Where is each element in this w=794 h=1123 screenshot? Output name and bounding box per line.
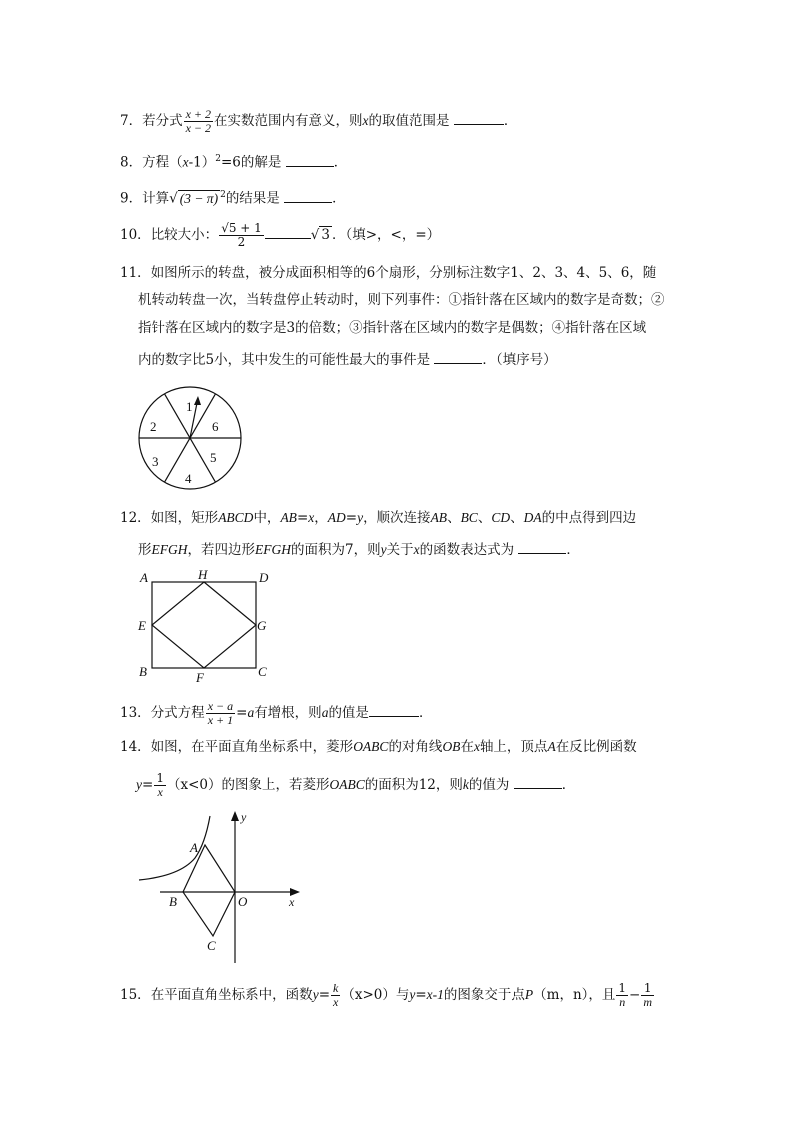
answer-blank[interactable] [514, 776, 562, 789]
fraction: $\frac{x - a}{x + 1}$ [207, 699, 234, 727]
label-F: F [196, 670, 204, 685]
fraction: $\frac{√5 + 1}{2}$ [221, 221, 262, 249]
question-11-line-1: 11．如图所示的转盘，被分成面积相等的6个扇形，分别标注数字1、2、3、4、5、6，随 [120, 265, 657, 281]
answer-blank[interactable] [518, 541, 566, 554]
question-15: 15．在平面直角坐标系中，函数y= $\frac{k}{x}$ （x>0）与y=x-1的图象交于点P（m，n），且 $\frac{1}{n}$ − $\frac{1}{m}$ [120, 981, 653, 1009]
label-B: B [139, 664, 147, 679]
answer-blank[interactable] [284, 190, 332, 203]
label-C: C [258, 664, 267, 679]
label-B: B [169, 894, 177, 909]
question-11-line-2: 机转动转盘一次，当转盘停止转动时，则下列事件：①指针落在区域内的数字是奇数；② [138, 292, 665, 308]
answer-blank[interactable] [454, 112, 504, 125]
label-D: D [259, 570, 269, 585]
sqrt-sign: √ [169, 190, 178, 207]
fraction: $\frac{k}{x}$ [333, 981, 339, 1009]
answer-blank[interactable] [434, 351, 482, 364]
label-O: O [238, 894, 248, 909]
rectangle-figure [134, 568, 284, 686]
wheel-label-4: 4 [185, 471, 192, 486]
question-8: 8．方程$(x-1)^2=6$的解是 ． [120, 154, 348, 171]
question-14-line-2: y= $\frac{1}{x}$ （x<0）的图象上，若菱形OABC的面积为12，则k的值为 ． [136, 771, 576, 799]
question-11-line-3: 指针落在区域内的数字是3的倍数；③指针落在区域内的数字是偶数；④指针落在区域 [138, 320, 647, 336]
label-C: C [207, 938, 216, 953]
label-A: A [190, 840, 198, 855]
wheel-label-3: 3 [152, 454, 159, 469]
question-9: 9．计算√ (3 − π) $^2$的结果是 ． [120, 190, 346, 207]
answer-blank[interactable] [265, 226, 311, 239]
label-A: A [140, 570, 148, 585]
axis-label-y: y [241, 810, 247, 824]
wheel-label-5: 5 [210, 450, 217, 465]
fraction: $\frac{x + 2}{x - 2}$ [185, 107, 212, 135]
label-E: E [138, 618, 146, 633]
wheel-label-6: 6 [212, 419, 219, 434]
question-10: 10．比较大小： $\frac{√5 + 1}{2}$ √ 3 ．（填>，<，=） [120, 221, 441, 249]
fraction: $\frac{1}{m}$ [643, 981, 653, 1009]
question-7: 7．若分式 $\frac{x + 2}{x - 2}$ 在实数范围内有意义，则x的取值范围是 ． [120, 107, 518, 135]
answer-blank[interactable] [286, 154, 334, 167]
coordinate-figure [135, 808, 310, 968]
fraction: $\frac{1}{x}$ [156, 771, 164, 799]
wheel-label-1: 1 [186, 399, 193, 414]
answer-blank[interactable] [369, 704, 419, 717]
question-12-line-1: 12．如图，矩形ABCD中，AB=x，AD=y，顺次连接AB、BC、CD、DA的中点得到四边 [120, 510, 637, 526]
question-12-line-2: 形EFGH，若四边形EFGH的面积为7，则y关于x的函数表达式为 ． [138, 542, 580, 558]
question-13: 13．分式方程 $\frac{x - a}{x + 1}$ =a有增根，则a的值是 ． [120, 699, 433, 727]
label-H: H [198, 568, 208, 582]
label-G: G [257, 618, 267, 633]
wheel-label-2: 2 [150, 419, 157, 434]
fraction: $\frac{1}{n}$ [618, 981, 627, 1009]
axis-label-x: x [289, 895, 295, 909]
question-14-line-1: 14．如图，在平面直角坐标系中，菱形OABC的对角线OB在x轴上，顶点A在反比例函数 [120, 739, 637, 755]
question-11-line-4: 内的数字比5小，其中发生的可能性最大的事件是 ．（填序号） [138, 352, 557, 368]
spinner-wheel-figure [130, 385, 250, 495]
